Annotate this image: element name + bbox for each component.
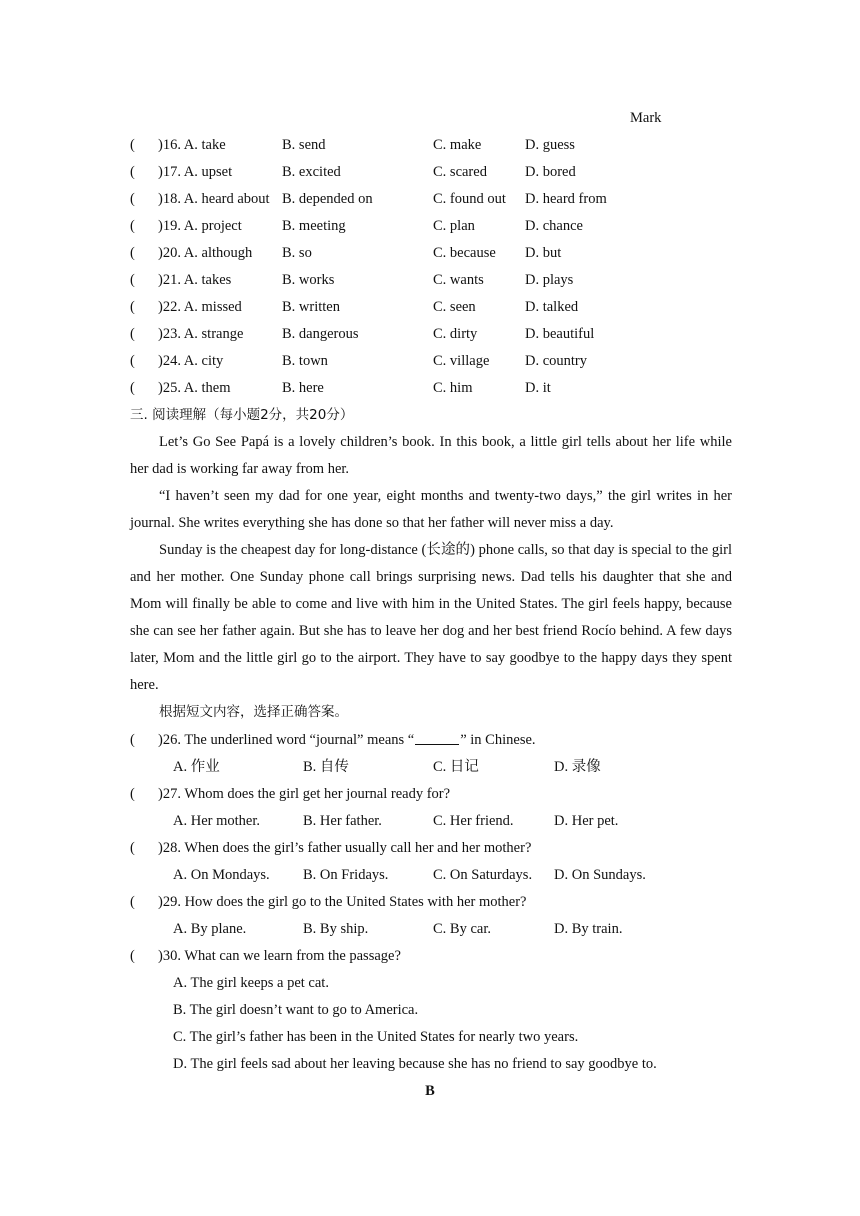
option-a: A. take <box>183 137 226 153</box>
question-number: 21 <box>162 272 178 288</box>
option-b: B. The girl doesn’t want to go to America. <box>173 1002 419 1018</box>
question-number: 22 <box>162 299 178 315</box>
option-a: A. city <box>183 353 224 369</box>
answer-paren: ( <box>130 137 135 153</box>
option-c: C. By car. <box>433 921 491 937</box>
question-30-option-c <box>0 1024 860 1051</box>
number-dot: . <box>177 191 184 207</box>
option-a: A. 作业 <box>173 759 220 775</box>
option-c: C. because <box>433 245 496 261</box>
option-b: B. town <box>282 353 328 369</box>
paren-close: ) <box>158 245 163 261</box>
option-c: C. Her friend. <box>433 813 514 829</box>
section-heading: 三. 阅读理解（每小题2分，共20分） <box>130 407 354 423</box>
option-d: D. guess <box>525 137 575 153</box>
cloze-row <box>0 240 860 267</box>
question-28-options <box>0 862 860 889</box>
number-dot: . <box>177 245 184 261</box>
option-b: B. meeting <box>282 218 346 234</box>
option-d: D. it <box>525 380 551 396</box>
number-dot: . <box>177 137 184 153</box>
number-dot: . <box>177 326 184 342</box>
answer-paren: ( <box>130 191 135 207</box>
number-dot: . <box>177 353 184 369</box>
question-number: 25 <box>162 380 178 396</box>
answer-paren: ( <box>130 326 135 342</box>
option-a: A. strange <box>183 326 244 342</box>
option-c: C. plan <box>433 218 475 234</box>
option-a: A. project <box>183 218 242 234</box>
number-dot: . <box>177 164 184 180</box>
answer-paren: ( <box>130 786 135 802</box>
cloze-row <box>0 132 860 159</box>
paren-close: ) <box>158 326 163 342</box>
paren-close: ) <box>158 299 163 315</box>
option-b: B. excited <box>282 164 341 180</box>
number-dot: . <box>177 380 184 396</box>
cloze-row <box>0 348 860 375</box>
option-c: C. The girl’s father has been in the United States for nearly two years. <box>173 1029 579 1045</box>
number-dot: . <box>177 218 184 234</box>
cloze-row <box>0 213 860 240</box>
option-d: D. Her pet. <box>554 813 619 829</box>
option-d: D. bored <box>525 164 576 180</box>
option-a: A. On Mondays. <box>173 867 270 883</box>
option-b: B. Her father. <box>303 813 382 829</box>
question-28 <box>0 835 860 862</box>
number-dot: . <box>177 272 184 288</box>
question-30-option-b <box>0 997 860 1024</box>
option-c: C. On Saturdays. <box>433 867 533 883</box>
paren-close: ) <box>158 137 163 153</box>
option-d: D. The girl feels sad about her leaving because she has no friend to say goodbye to. <box>173 1056 657 1072</box>
option-a: A. Her mother. <box>173 813 260 829</box>
question-29-options <box>0 916 860 943</box>
cloze-row <box>0 186 860 213</box>
option-b: B. works <box>282 272 335 288</box>
option-d: D. chance <box>525 218 583 234</box>
paren-close: ) <box>158 272 163 288</box>
question-number: 23 <box>162 326 178 342</box>
option-a: A. missed <box>183 299 242 315</box>
option-d: D. but <box>525 245 562 261</box>
option-d: D. plays <box>525 272 574 288</box>
option-c: C. him <box>433 380 473 396</box>
question-number: 16 <box>162 137 178 153</box>
cloze-row <box>0 294 860 321</box>
paren-close: ) <box>158 164 163 180</box>
question-number: 18 <box>162 191 178 207</box>
option-b: B. here <box>282 380 324 396</box>
option-a: A. takes <box>183 272 232 288</box>
question-26 <box>0 727 860 754</box>
option-b: B. depended on <box>282 191 373 207</box>
instruction-text: 根据短文内容，选择正确答案。 <box>159 704 348 720</box>
answer-paren: ( <box>130 245 135 261</box>
question-29 <box>0 889 860 916</box>
option-a: A. The girl keeps a pet cat. <box>173 975 329 991</box>
question-30-option-d <box>0 1051 860 1078</box>
answer-paren: ( <box>130 164 135 180</box>
cloze-number-and-option-a <box>158 132 226 159</box>
cloze-number-and-option-a <box>158 294 242 321</box>
option-b: B. dangerous <box>282 326 359 342</box>
cloze-number-and-option-a <box>158 348 223 375</box>
passage-paragraph-3: Sunday is the cheapest day for long-distance (长途的) phone calls, so that day is special to the girl and her mother. One Sunday phone call brings surprising news. Dad tells his daughter that she and Mom will finally be able to come and live with him in the United States. The girl feels happy, because she can see her father again. But she has to leave her dog and her best friend Rocío behind. A few days later, Mom and the little girl go to the airport. They have to say goodbye to the happy days they spent here. <box>130 542 732 693</box>
option-d: D. talked <box>525 299 579 315</box>
option-a: A. although <box>183 245 253 261</box>
section-letter-b: B <box>425 1083 435 1099</box>
option-a: A. heard about <box>183 191 270 207</box>
option-b: B. so <box>282 245 312 261</box>
option-b: B. 自传 <box>303 759 349 775</box>
cloze-number-and-option-a <box>158 240 252 267</box>
answer-paren: ( <box>130 380 135 396</box>
cloze-row <box>0 159 860 186</box>
option-b: B. written <box>282 299 340 315</box>
cloze-number-and-option-a <box>158 159 232 186</box>
question-number: 20 <box>162 245 178 261</box>
stem-text: )26. The underlined word “journal” means “ <box>158 732 415 748</box>
option-a: A. them <box>183 380 231 396</box>
option-a: A. By plane. <box>173 921 247 937</box>
option-c: C. wants <box>433 272 484 288</box>
answer-paren: ( <box>130 840 135 856</box>
cloze-row <box>0 375 860 402</box>
answer-paren: ( <box>130 272 135 288</box>
option-d: D. country <box>525 353 588 369</box>
number-dot: . <box>177 299 184 315</box>
option-c: C. scared <box>433 164 487 180</box>
question-stem: )29. How does the girl go to the United States with her mother? <box>158 894 527 910</box>
option-c: C. found out <box>433 191 506 207</box>
option-c: C. make <box>433 137 482 153</box>
option-b: B. By ship. <box>303 921 369 937</box>
cloze-row <box>0 267 860 294</box>
option-d: D. beautiful <box>525 326 595 342</box>
question-stem: )28. When does the girl’s father usually call her and her mother? <box>158 840 532 856</box>
stem-text-end: ” in Chinese. <box>460 732 536 748</box>
option-d: D. 录像 <box>554 759 601 775</box>
cloze-number-and-option-a <box>158 213 242 240</box>
paren-close: ) <box>158 218 163 234</box>
paren-close: ) <box>158 191 163 207</box>
answer-paren: ( <box>130 948 135 964</box>
option-c: C. village <box>433 353 490 369</box>
answer-paren: ( <box>130 299 135 315</box>
answer-paren: ( <box>130 353 135 369</box>
question-27-options <box>0 808 860 835</box>
question-30-option-a <box>0 970 860 997</box>
mark-label: Mark <box>630 110 662 126</box>
passage-paragraph-2: “I haven’t seen my dad for one year, eight months and twenty-two days,” the girl writes in her journal. She writes everything she has done so that her father will never miss a day. <box>130 488 732 531</box>
question-27 <box>0 781 860 808</box>
option-d: D. By train. <box>554 921 623 937</box>
answer-paren: ( <box>130 894 135 910</box>
option-c: C. 日记 <box>433 759 479 775</box>
option-a: A. upset <box>183 164 233 180</box>
option-b: B. send <box>282 137 326 153</box>
question-stem: )27. Whom does the girl get her journal ready for? <box>158 786 451 802</box>
cloze-number-and-option-a <box>158 267 231 294</box>
option-c: C. seen <box>433 299 476 315</box>
option-c: C. dirty <box>433 326 478 342</box>
option-d: D. On Sundays. <box>554 867 646 883</box>
reading-passage <box>130 429 732 726</box>
question-30 <box>0 943 860 970</box>
paren-close: ) <box>158 353 163 369</box>
question-number: 19 <box>162 218 178 234</box>
question-number: 17 <box>162 164 178 180</box>
option-b: B. On Fridays. <box>303 867 389 883</box>
answer-paren: ( <box>130 218 135 234</box>
question-stem: )30. What can we learn from the passage? <box>158 948 401 964</box>
passage-paragraph-1: Let’s Go See Papá is a lovely children’s book. In this book, a little girl tells about her life while her dad is working far away from her. <box>130 434 732 477</box>
cloze-number-and-option-a <box>158 321 243 348</box>
cloze-row <box>0 321 860 348</box>
cloze-number-and-option-a <box>158 186 270 213</box>
question-26-options <box>0 754 860 781</box>
question-stem <box>158 727 536 754</box>
question-number: 24 <box>162 353 178 369</box>
underline-blank <box>415 730 459 745</box>
paren-close: ) <box>158 380 163 396</box>
answer-paren: ( <box>130 732 135 748</box>
option-d: D. heard from <box>525 191 607 207</box>
cloze-number-and-option-a <box>158 375 231 402</box>
